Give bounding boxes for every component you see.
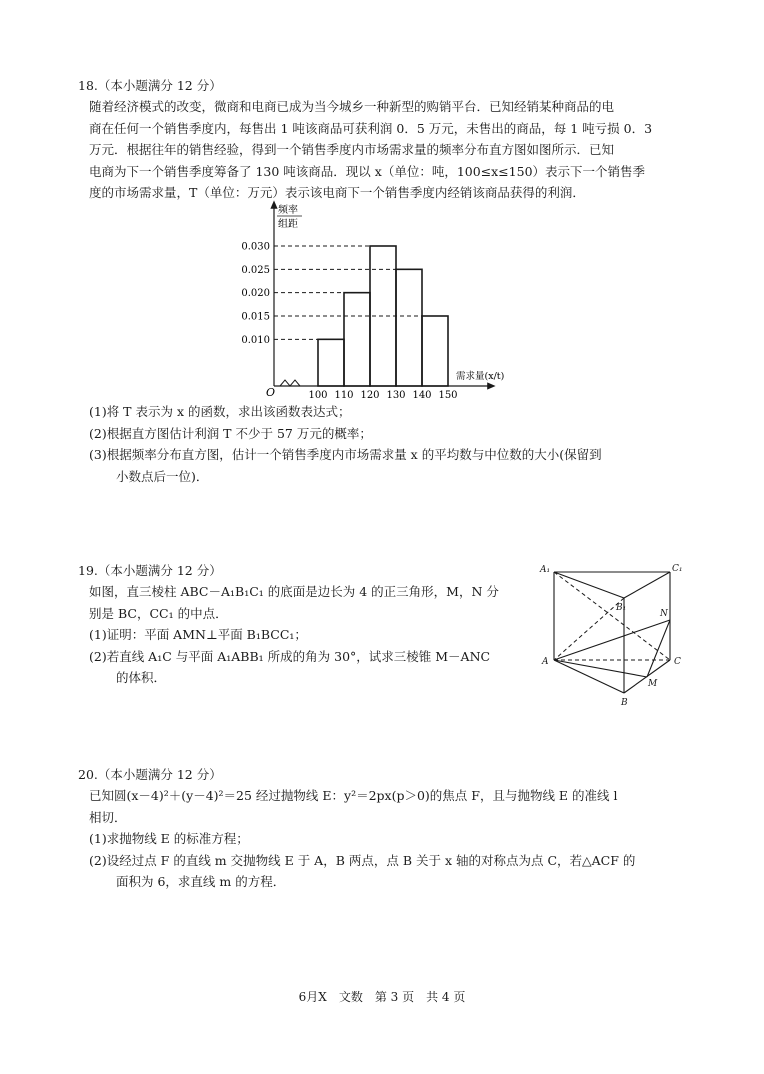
q18-item-2: (2)根据直方图估计利润 T 不少于 57 万元的概率； bbox=[89, 425, 372, 441]
q20-item-1: (1)求抛物线 E 的标准方程； bbox=[89, 831, 249, 846]
frequency-histogram bbox=[230, 198, 520, 403]
q19-line: 别是 BC，CC₁ 的中点． bbox=[89, 605, 228, 621]
y-label-top: 频率 bbox=[278, 205, 298, 216]
y-tick-label: 0.020 bbox=[241, 288, 270, 300]
q19-header: 19.（本小题满分 12 分） bbox=[78, 563, 222, 578]
prism-figure bbox=[536, 560, 696, 710]
x-tick-label: 150 bbox=[438, 390, 458, 401]
histogram-bar bbox=[396, 269, 422, 386]
label-B: B bbox=[621, 698, 628, 708]
q19-item-2: (2)若直线 A₁C 与平面 A₁ABB₁ 所成的角为 30°，试求三棱锥 M－ANC bbox=[89, 648, 491, 664]
histogram-bar bbox=[318, 339, 344, 386]
page-footer: 6月X 文数 第 3 页 共 4 页 bbox=[298, 990, 466, 1004]
y-label-bottom: 组距 bbox=[278, 219, 298, 230]
x-tick-label: 100 bbox=[308, 390, 328, 401]
label-N: N bbox=[660, 609, 668, 619]
q19-body bbox=[89, 581, 539, 689]
q18-paragraph bbox=[89, 96, 709, 204]
q20-header: 20.（本小题满分 12 分） bbox=[78, 767, 222, 782]
q20-line: 相切． bbox=[89, 809, 127, 825]
y-tick-label: 0.010 bbox=[241, 334, 270, 346]
y-tick-label: 0.025 bbox=[241, 264, 270, 276]
q19-line: 如图，直三棱柱 ABC－A₁B₁C₁ 的底面是边长为 4 的正三角形，M，N 分 bbox=[89, 584, 499, 599]
q20-body bbox=[89, 785, 709, 893]
label-A: A bbox=[542, 657, 549, 667]
q18-item-3: (3)根据频率分布直方图，估计一个销售季度内市场需求量 x 的平均数与中位数的大小(保留到 bbox=[89, 447, 602, 462]
origin-label: O bbox=[266, 386, 276, 399]
x-tick-label: 140 bbox=[412, 390, 432, 401]
y-tick-label: 0.030 bbox=[241, 241, 270, 253]
q18-line: 电商为下一个销售季度筹备了 130 吨该商品．现以 x（单位：吨，100≤x≤150）表示下一个销售季 bbox=[89, 163, 646, 179]
histogram-bar bbox=[422, 316, 448, 386]
label-M: M bbox=[648, 679, 658, 689]
x-axis-label: 需求量(x/t) bbox=[456, 371, 505, 382]
q19-item-1: (1)证明：平面 AMN⊥平面 B₁BCC₁； bbox=[89, 627, 307, 642]
q18-items bbox=[89, 401, 709, 487]
label-A1: A₁ bbox=[540, 565, 551, 575]
label-C1: C₁ bbox=[672, 564, 683, 574]
y-tick-label: 0.015 bbox=[241, 311, 270, 323]
q18-line: 商在任何一个销售季度内，每售出 1 吨该商品可获利润 0．5 万元，未售出的商品，每 1 吨亏损 0．3 bbox=[89, 120, 653, 136]
x-tick-label: 110 bbox=[334, 390, 354, 401]
q18-line: 随着经济模式的改变，微商和电商已成为当今城乡一种新型的购销平台．已知经销某种商品的电 bbox=[89, 99, 615, 114]
x-tick-label: 120 bbox=[360, 390, 380, 401]
label-C: C bbox=[674, 657, 681, 667]
q20-item-2: (2)设经过点 F 的直线 m 交抛物线 E 于 A，B 两点，点 B 关于 x 轴的对称点为点 C，若△ACF 的 bbox=[89, 852, 636, 868]
x-tick-label: 130 bbox=[386, 390, 406, 401]
label-B1: B₁ bbox=[616, 603, 627, 613]
q20-item-2-cont: 面积为 6，求直线 m 的方程． bbox=[116, 874, 286, 889]
histogram-bar bbox=[344, 293, 370, 386]
q20-line: 已知圆(x－4)²＋(y－4)²＝25 经过抛物线 E：y²＝2px(p＞0)的焦点 F，且与抛物线 E 的准线 l bbox=[89, 788, 618, 803]
q18-line: 度的市场需求量，T（单位：万元）表示该电商下一个销售季度内经销该商品获得的利润． bbox=[89, 185, 585, 200]
q18-item-3-cont: 小数点后一位)． bbox=[116, 468, 209, 484]
axis-break-mark bbox=[280, 380, 300, 386]
q19-item-2-cont: 的体积． bbox=[116, 670, 167, 685]
q18-header: 18.（本小题满分 12 分） bbox=[78, 78, 222, 93]
q18-line: 万元．根据往年的销售经验，得到一个销售季度内市场需求量的频率分布直方图如图所示．已知 bbox=[89, 142, 615, 157]
q18-item-1: (1)将 T 表示为 x 的函数，求出该函数表达式； bbox=[89, 404, 351, 419]
